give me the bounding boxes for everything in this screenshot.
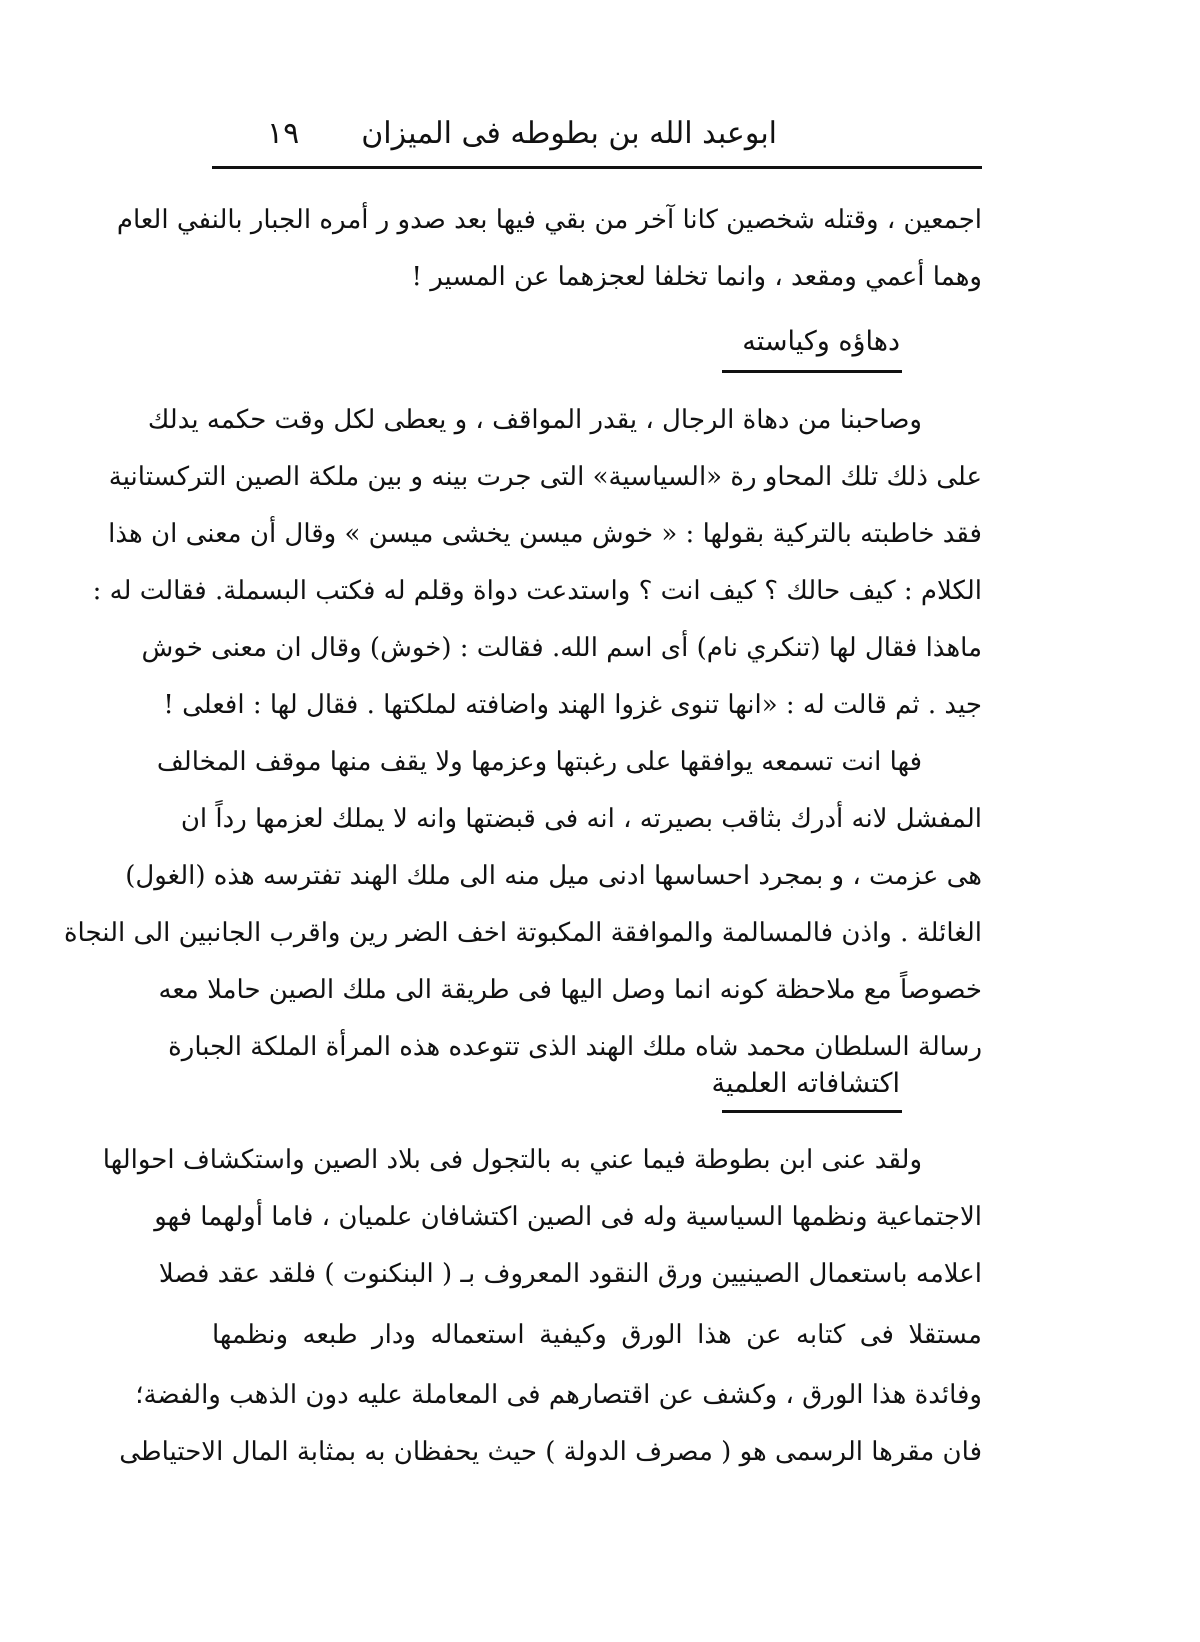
text-line: وصاحبنا من دهاة الرجال ، يقدر المواقف ، و يعطى لكل وقت حكمه يدلك bbox=[147, 405, 922, 435]
text-line: فها انت تسمعه يوافقها على رغبتها وعزمها ولا يقف منها موقف المخالف bbox=[156, 747, 922, 777]
text-line: مستقلا فى كتابه عن هذا الورق وكيفية استعماله ودار طبعه ونظمها bbox=[212, 1320, 982, 1350]
text-line: جيد . ثم قالت له : «انها تنوى غزوا الهند واضافته لملكتها . فقال لها : افعلى ! bbox=[163, 690, 982, 720]
section-cunning-paragraph bbox=[63, 392, 982, 1076]
running-title: ابوعبد الله بن بطوطه فى الميزان bbox=[361, 116, 777, 151]
text-line: هى عزمت ، و بمجرد احساسها ادنى ميل منه الى ملك الهند تفترسه هذه (الغول) bbox=[125, 861, 982, 891]
header-rule bbox=[212, 166, 982, 169]
text-line: الاجتماعية ونظمها السياسية وله فى الصين اكتشافان علميان ، فاما أولهما فهو bbox=[154, 1202, 982, 1232]
text-line: اجمعين ، وقتله شخصين كانا آخر من بقي فيها بعد صدو ر أمره الجبار بالنفي العام bbox=[116, 205, 982, 235]
text-line: خصوصاً مع ملاحظة كونه انما وصل اليها فى طريقة الى ملك الصين حاملا معه bbox=[158, 975, 982, 1005]
text-line: ولقد عنى ابن بطوطة فيما عني به بالتجول فى بلاد الصين واستكشاف احوالها bbox=[102, 1145, 922, 1175]
text-line: فان مقرها الرسمى هو ( مصرف الدولة ) حيث يحفظان به بمثابة المال الاحتياطى bbox=[119, 1437, 982, 1467]
text-line: المفشل لانه أدرك بثاقب بصيرته ، انه فى قبضتها وانه لا يملك لعزمها رداً ان bbox=[180, 804, 982, 834]
text-line: وفائدة هذا الورق ، وكشف عن اقتصارهم فى المعاملة عليه دون الذهب والفضة؛ bbox=[135, 1380, 982, 1410]
heading-underline bbox=[722, 1110, 902, 1113]
page-number: ١٩ bbox=[267, 116, 300, 151]
heading-underline bbox=[722, 370, 902, 373]
text-line: على ذلك تلك المحاو رة «السياسية» التى جرت بينه و بين ملكة الصين التركستانية bbox=[108, 462, 982, 492]
section-discoveries-paragraph bbox=[102, 1132, 982, 1481]
text-line: الغائلة . واذن فالمسالمة والموافقة المكبوتة اخف الضر رين واقرب الجانبين الى النجاة bbox=[63, 918, 982, 948]
intro-paragraph bbox=[116, 192, 982, 306]
text-line: اعلامه باستعمال الصينيين ورق النقود المعروف بـ ( البنكنوت ) فلقد عقد فصلا bbox=[158, 1259, 982, 1289]
page-header bbox=[212, 108, 982, 158]
section-heading-discoveries: اكتشافاته العلمية bbox=[711, 1068, 900, 1099]
text-line: وهما أعمي ومقعد ، وانما تخلفا لعجزهما عن المسير ! bbox=[411, 262, 982, 292]
text-line: الكلام : كيف حالك ؟ كيف انت ؟ واستدعت دواة وقلم له فكتب البسملة. فقالت له : bbox=[92, 576, 982, 606]
text-line: رسالة السلطان محمد شاه ملك الهند الذى تتوعده هذه المرأة الملكة الجبارة bbox=[168, 1032, 982, 1062]
text-line: فقد خاطبته بالتركية بقولها : « خوش ميسن يخشى ميسن » وقال أن معنى ان هذا bbox=[108, 519, 982, 549]
text-line: ماهذا فقال لها (تنكري نام) أى اسم الله. فقالت : (خوش) وقال ان معنى خوش bbox=[141, 633, 982, 663]
section-heading-cunning: دهاؤه وكياسته bbox=[742, 326, 900, 357]
